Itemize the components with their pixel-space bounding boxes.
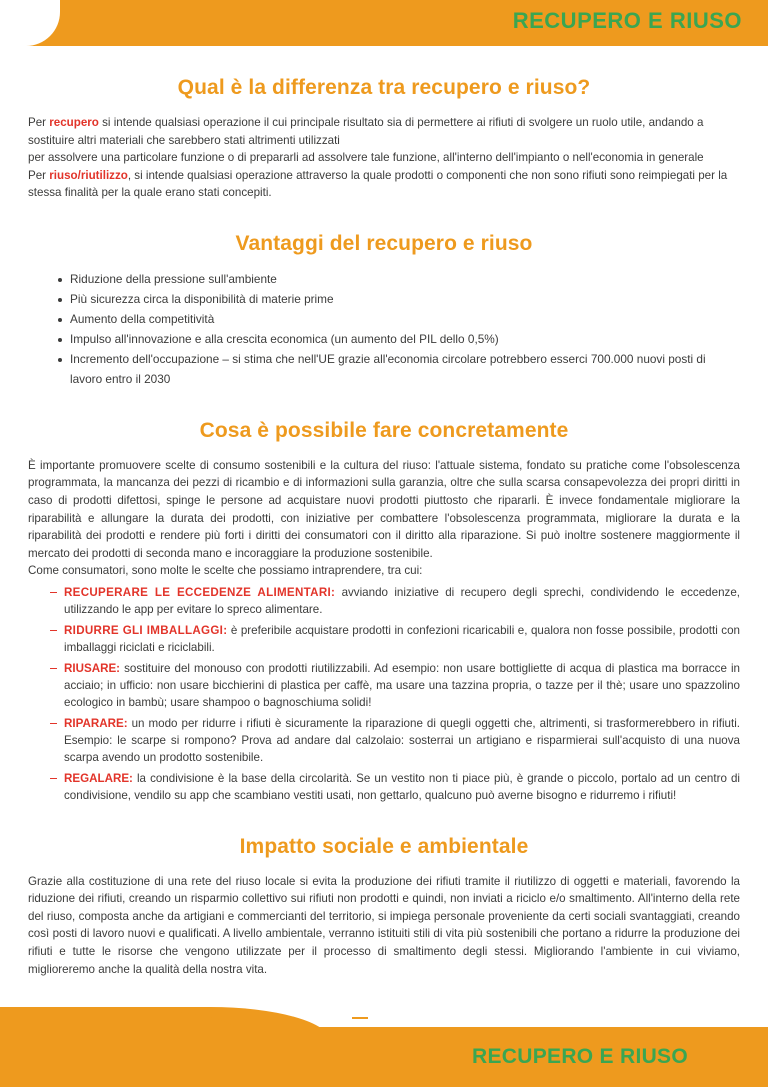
paragraph-concretamente: È importante promuovere scelte di consumo sostenibili e la cultura del riuso: l'attuale sistema, fondato su pratiche come l'obsolescenza programmata, la mancanza dei pezzi di ricambio e di informazioni sulla garanzia, oltre che sulla scarsa consapevolezza dei propri diritti in caso di prodotti difettosi, spinge le persone ad acquistare nuovi prodotti piuttosto che ripararli. È invece fondamentale migliorare la riparabilità e allungare la durata dei prodotti, con iniziative per combattere l'obsolescenza programmata, migliorare la durata e la riparabilità dei prodotti e rendere più forti i diritti dei consumatori con il diritto alla riparazione. Si può inoltre sostenere maggiormente il mercato dei prodotti di seconda mano e incoraggiare la produzione sostenibile.	[28, 458, 740, 560]
paragraph-riuso-prefix: Per	[28, 168, 50, 182]
section-title-impatto: Impatto sociale e ambientale	[239, 834, 529, 858]
page-footer	[0, 999, 768, 1087]
vantaggi-list	[28, 270, 740, 389]
list-item: Più sicurezza circa la disponibilità di materie prime	[58, 290, 740, 309]
list-item-text: un modo per ridurre i rifiuti è sicuramente la riparazione di quegli oggetti che, altrimenti, si trasformerebbero in rifiuti. Esempio: le scarpe si rompono? Prova ad andare dal calzolaio: sosterrai un artigiano e risparmierai sull'acquisto di una nuova scarpa avendo un prodotto sostenibile.	[64, 716, 740, 765]
section-title-differenza: Qual è la differenza tra recupero e riuso?	[177, 76, 591, 99]
list-item-text: la condivisione è la base della circolarità. Se un vestito non ti piace più, è grande o piccolo, portalo ad un centro di condivisione, vendilo su app che scambiano vestiti usati, non gettarlo, qualcuno può averne bisogno e ridurremo i rifiuti!	[64, 771, 740, 803]
section-title-concretamente: Cosa è possibile fare concretamente	[199, 418, 569, 442]
list-item-label: RIDURRE GLI IMBALLAGGI:	[64, 623, 228, 637]
list-item-text: è preferibile acquistare prodotti in confezioni ricaricabili e, qualora non fosse possibile, prodotti con imballaggi riciclati e riciclabili.	[64, 623, 740, 655]
list-item-text: avviando iniziative di recupero degli sprechi, condividendo le eccedenze, utilizzando le app per evitare lo spreco alimentare.	[64, 585, 740, 617]
list-item: Impulso all'innovazione e alla crescita economica (un aumento del PIL dello 0,5%)	[58, 330, 740, 349]
page-header	[0, 0, 768, 46]
keyword-recupero: recupero	[49, 116, 99, 129]
list-item-label: RECUPERARE LE ECCEDENZE ALIMENTARI:	[64, 585, 336, 599]
list-item: Incremento dell'occupazione – si stima che nell'UE grazie all'economia circolare potrebbero esserci 700.000 nuovi posti di lavoro entro il 2030	[58, 350, 740, 388]
header-title: RECUPERO E RIUSO	[512, 8, 742, 33]
paragraph-consumatori-intro: Come consumatori, sono molte le scelte che possiamo intraprendere, tra cui:	[28, 564, 423, 578]
paragraph-riuso-rest: , si intende qualsiasi operazione attraverso la quale prodotti o componenti che non sono rifiuti sono reimpiegati per la stessa finalità per la quale erano stati concepiti.	[28, 168, 728, 200]
keyword-riuso: riuso/riutilizzo	[49, 168, 128, 182]
paragraph-recupero-continued: per assolvere una particolare funzione o di prepararli ad assolvere tale funzione, all'interno dell'impianto o nell'economia in generale	[28, 151, 704, 165]
list-item-label: REGALARE:	[64, 771, 133, 785]
section-title-vantaggi: Vantaggi del recupero e riuso	[235, 232, 533, 256]
azioni-list	[28, 584, 740, 805]
list-item: Aumento della competitività	[58, 310, 740, 329]
list-item	[50, 660, 740, 712]
list-item: Riduzione della pressione sull'ambiente	[58, 270, 740, 289]
list-item	[50, 715, 740, 767]
footer-dash-decoration	[352, 1017, 368, 1019]
list-item-label: RIUSARE:	[64, 661, 121, 675]
list-item	[50, 584, 740, 619]
list-item	[50, 770, 740, 805]
paragraph-recupero-prefix: Per	[28, 116, 50, 129]
footer-title: RECUPERO E RIUSO	[472, 1045, 688, 1068]
paragraph-recupero	[28, 114, 740, 149]
paragraph-recupero-rest: si intende qualsiasi operazione il cui principale risultato sia di permettere ai rifiuti di svolgere un ruolo utile, andando a sostituire altri materiali che sarebbero stati altrimenti utilizzati	[28, 116, 704, 147]
paragraph-riuso	[28, 167, 740, 202]
document-content	[0, 46, 768, 978]
list-item	[50, 622, 740, 657]
paragraph-impatto: Grazie alla costituzione di una rete del riuso locale si evita la produzione dei rifiuti tramite il riutilizzo di oggetti e materiali, favorendo la riduzione dei rifiuti, creando un risparmio collettivo sui rifiuti non prodotti e quindi, non inviati a riciclo e/o smaltimento. All'interno della rete del riuso, composta anche da artigiani e commercianti del territorio, si impiega personale proveniente da certi sociali svantaggiati, creando così posti di lavoro nuovi e qualificati. A livello ambientale, verranno istituiti stili di vita più sostenibili che portano a ridurre la produzione dei rifiuti e tutte le risorse che vengono utilizzate per il processo di smaltimento degli stessi. Migliorando l'ambiente in cui viviamo, miglioreremo anche la qualità della nostra vita.	[28, 874, 740, 976]
list-item-text: sostituire del monouso con prodotti riutilizzabili. Ad esempio: non usare bottigliette di acqua di plastica ma borracce in acciaio; in ufficio: non usare bicchierini di plastica per caffè, ma usare una tazzina propria, o tazze per il thè; usare uno spazzolino ecologico in bambù; usare shampoo o bagnoschiuma solidi!	[64, 661, 740, 710]
list-item-label: RIPARARE:	[64, 716, 128, 730]
